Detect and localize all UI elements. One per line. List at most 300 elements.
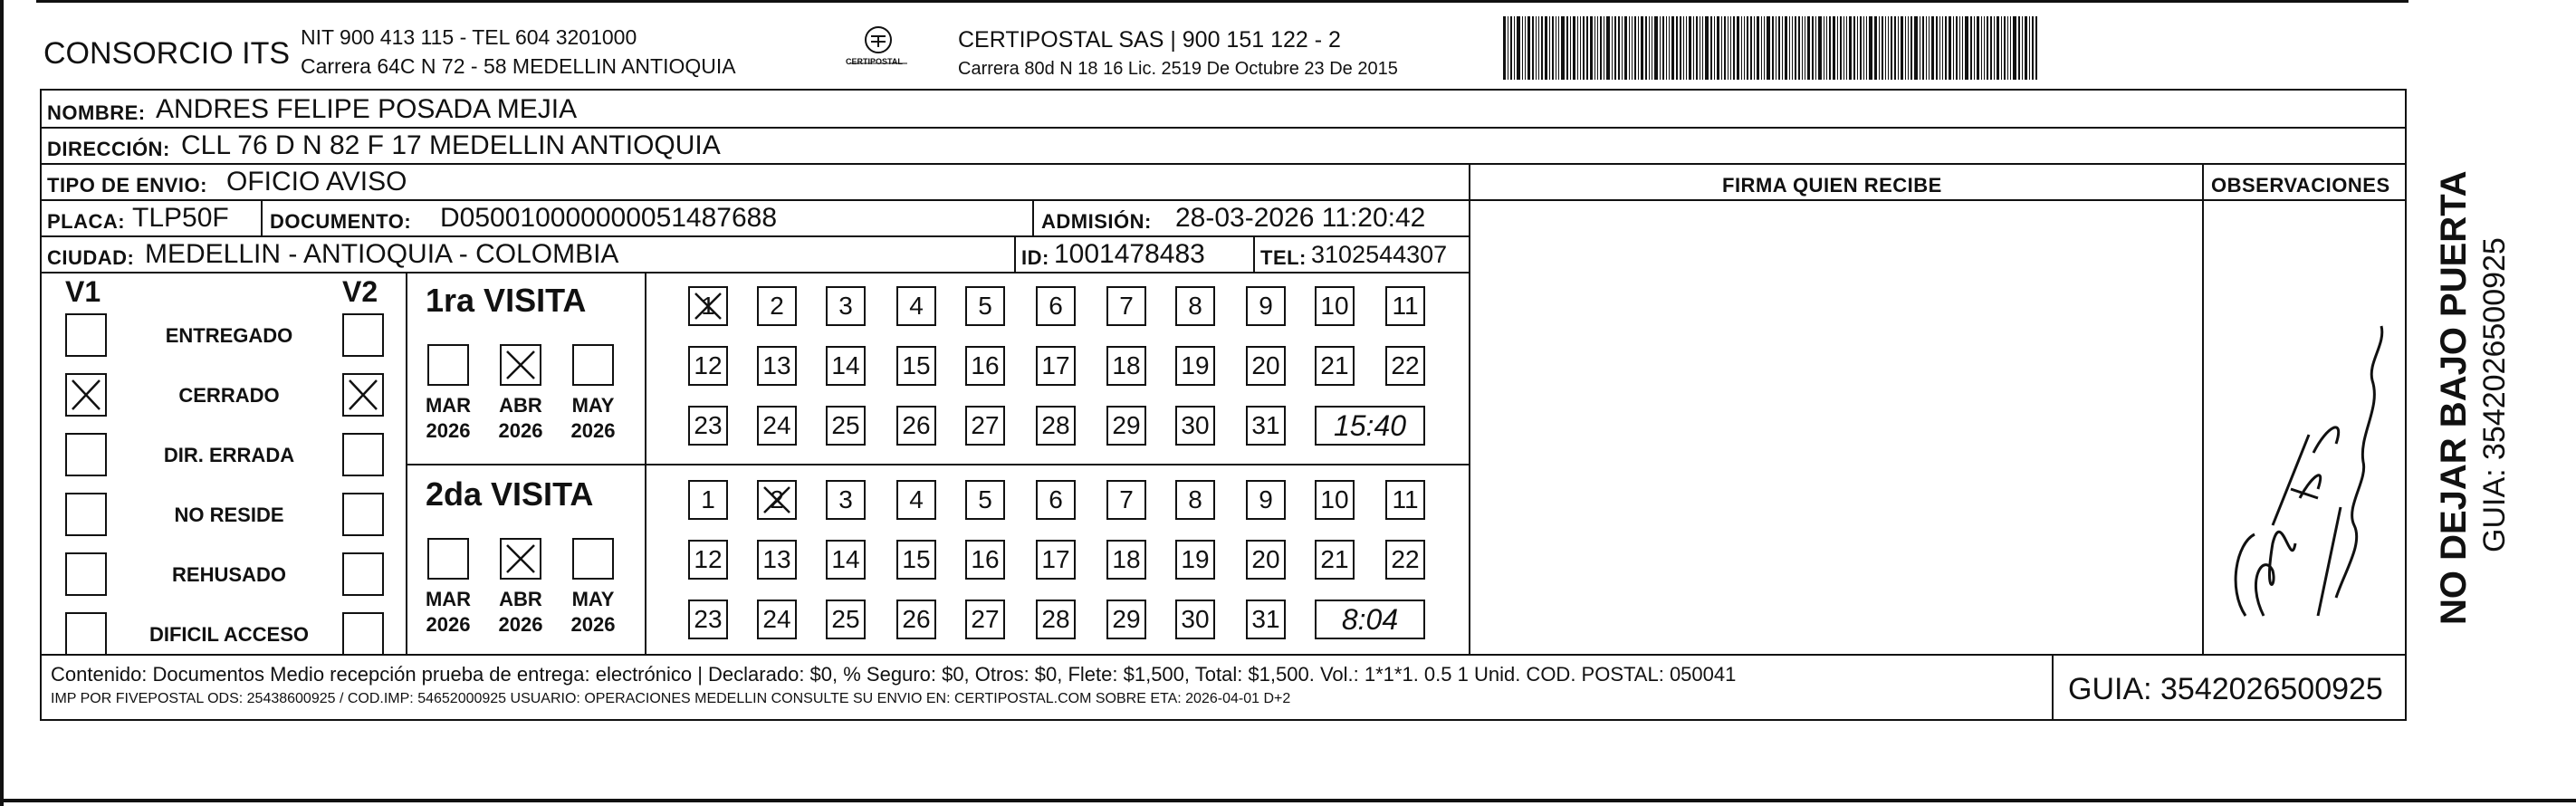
barcode-bar	[1737, 16, 1739, 80]
barcode-bar	[1600, 16, 1602, 80]
barcode-bar	[1671, 16, 1674, 80]
day-box[interactable]	[1246, 406, 1286, 446]
barcode-bar	[2013, 16, 2016, 80]
guide-box-left	[2052, 654, 2054, 721]
barcode-bar	[1660, 16, 1661, 80]
barcode-bar	[1997, 16, 1999, 80]
day-number: 25	[831, 605, 860, 633]
barcode-bar	[1594, 16, 1595, 80]
barcode-bar	[1683, 16, 1684, 80]
barcode-bar	[1990, 16, 1992, 80]
day-number: 15	[902, 351, 931, 379]
year-label: 2026	[426, 419, 471, 442]
barcode-bar	[1638, 16, 1639, 80]
carrier-line-2: Carrera 80d N 18 16 Lic. 2519 De Octubre 23 De 2015	[958, 59, 1398, 79]
day-number: 5	[978, 292, 992, 320]
day-box[interactable]	[1315, 480, 1355, 520]
day-box[interactable]	[1036, 406, 1076, 446]
barcode-bar	[1754, 16, 1755, 80]
barcode-bar	[1761, 16, 1762, 80]
barcode-bar	[1622, 16, 1623, 80]
city-value: MEDELLIN - ANTIOQUIA - COLOMBIA	[145, 239, 619, 269]
barcode-bar	[1714, 16, 1715, 80]
barcode-bar	[1843, 16, 1844, 80]
day-number: 24	[762, 605, 791, 633]
month-label: ABR	[499, 588, 542, 610]
day-box[interactable]	[1315, 540, 1355, 580]
day-box[interactable]	[688, 600, 728, 639]
day-number: 18	[1112, 351, 1141, 379]
barcode-bar	[1789, 16, 1790, 80]
day-number: 30	[1181, 605, 1210, 633]
day-box[interactable]	[1106, 286, 1146, 326]
day-number: 5	[978, 485, 992, 513]
visit-row-divider	[406, 464, 1470, 465]
barcode-bar	[1866, 16, 1867, 80]
plate-value: TLP50F	[132, 203, 229, 233]
day-number: 14	[831, 351, 860, 379]
year-label: 2026	[498, 613, 543, 636]
day-box[interactable]	[1315, 346, 1355, 386]
month-checkbox[interactable]	[572, 538, 614, 580]
barcode-bar	[1741, 16, 1742, 80]
day-number: 16	[971, 351, 1000, 379]
barcode-bar	[1552, 16, 1554, 80]
day-number: 6	[1049, 485, 1063, 513]
status-reason-label: ENTREGADO	[165, 324, 293, 347]
day-number: 12	[694, 545, 723, 573]
visit-title: 1ra VISITA	[426, 282, 587, 319]
day-number: 1	[701, 292, 715, 320]
barcode-bar	[1879, 16, 1880, 80]
day-number: 12	[694, 351, 723, 379]
barcode-bar	[1522, 16, 1523, 80]
day-box[interactable]	[1385, 346, 1425, 386]
barcode-bar	[1898, 16, 1899, 80]
observations-header: OBSERVACIONES	[2211, 174, 2390, 197]
certipostal-logo-text: CERTIPOSTAL	[846, 57, 903, 66]
day-number: 9	[1259, 292, 1273, 320]
day-box[interactable]	[965, 286, 1005, 326]
visit-time: 15:40	[1333, 408, 1407, 442]
month-label: MAY	[571, 588, 615, 610]
tel-label: TEL:	[1260, 246, 1307, 269]
side-guide-number: GUIA: 3542026500925	[2477, 237, 2512, 552]
barcode-bar	[1532, 16, 1534, 80]
barcode-bar	[1807, 16, 1810, 80]
barcode-bar	[1686, 16, 1687, 80]
barcode-bar	[1987, 16, 1988, 80]
day-box[interactable]	[1315, 286, 1355, 326]
barcode-bar	[1926, 16, 1927, 80]
barcode-bar	[1545, 16, 1547, 80]
day-number: 2	[770, 292, 784, 320]
barcode-bar	[1882, 16, 1883, 80]
v2-checkbox[interactable]	[342, 313, 384, 357]
barcode-bar	[1744, 16, 1745, 80]
barcode-bar	[1747, 16, 1748, 80]
day-box[interactable]	[965, 540, 1005, 580]
day-number: 18	[1112, 545, 1141, 573]
day-box[interactable]	[1036, 540, 1076, 580]
barcode-bar	[1558, 16, 1559, 80]
day-number: 23	[694, 605, 723, 633]
barcode-bar	[1566, 16, 1568, 80]
barcode-bar	[1888, 16, 1889, 80]
day-box[interactable]	[896, 286, 936, 326]
day-number: 16	[971, 545, 1000, 573]
barcode-bar	[2029, 16, 2030, 80]
barcode-bar	[1767, 16, 1770, 80]
barcode-bar	[1945, 16, 1947, 80]
footer-guide-number: GUIA: 3542026500925	[2068, 672, 2383, 706]
day-number: 13	[762, 545, 791, 573]
barcode-bar	[1802, 16, 1803, 80]
barcode-bar	[1634, 16, 1636, 80]
barcode-bar	[1538, 16, 1539, 80]
city-label: CIUDAD:	[47, 246, 135, 269]
barcode-bar	[1914, 16, 1918, 80]
barcode-bar	[1829, 16, 1831, 80]
document-label: DOCUMENTO:	[270, 210, 412, 233]
day-box[interactable]	[1036, 480, 1076, 520]
month-checkbox[interactable]	[500, 538, 541, 580]
day-box[interactable]	[826, 346, 866, 386]
barcode-bar	[1614, 16, 1616, 80]
day-box[interactable]	[1036, 346, 1076, 386]
barcode-bar	[1953, 16, 1954, 80]
day-box[interactable]	[1246, 286, 1286, 326]
day-box[interactable]	[757, 600, 797, 639]
barcode-bar	[1757, 16, 1759, 80]
v1-header: V1	[65, 275, 101, 308]
barcode-bar	[1981, 16, 1982, 80]
day-box[interactable]	[1106, 480, 1146, 520]
day-number: 6	[1049, 292, 1063, 320]
carrier-line-1: CERTIPOSTAL SAS | 900 151 122 - 2	[958, 27, 1341, 53]
id-value: 1001478483	[1054, 239, 1205, 269]
barcode-bar	[1974, 16, 1975, 80]
day-box[interactable]	[896, 406, 936, 446]
barcode-bar	[1649, 16, 1650, 80]
barcode-bar	[1905, 16, 1906, 80]
day-box[interactable]	[826, 600, 866, 639]
certipostal-logo	[842, 24, 915, 74]
day-number: 10	[1320, 485, 1349, 513]
visit-time-box[interactable]	[1315, 600, 1425, 639]
status-reason-label: NO RESIDE	[174, 504, 284, 526]
barcode-bar	[1702, 16, 1703, 80]
day-box[interactable]	[1036, 286, 1076, 326]
barcode-bar	[1949, 16, 1951, 80]
year-label: 2026	[570, 613, 616, 636]
day-box[interactable]	[1246, 480, 1286, 520]
bottom-border	[0, 799, 2576, 802]
month-checkbox[interactable]	[572, 344, 614, 386]
day-box[interactable]	[965, 346, 1005, 386]
barcode	[1503, 16, 2227, 80]
day-box[interactable]	[826, 540, 866, 580]
print-line: IMP POR FIVEPOSTAL ODS: 25438600925 / COD.IMP: 54652000925 USUARIO: OPERACIONES MEDELLIN CONSULTE SU ENVIO EN: CERTIPOSTAL.COM SOBRE ETA: 2026-04-01 D+2	[51, 691, 1291, 706]
barcode-bar	[1676, 16, 1678, 80]
v2-checkbox[interactable]	[342, 612, 384, 656]
barcode-bar	[1629, 16, 1630, 80]
barcode-bar	[1641, 16, 1643, 80]
day-number: 4	[909, 485, 924, 513]
barcode-bar	[1549, 16, 1550, 80]
divider	[1253, 235, 1255, 272]
day-box[interactable]	[1036, 600, 1076, 639]
day-number: 22	[1391, 545, 1420, 573]
month-checkbox[interactable]	[427, 344, 469, 386]
barcode-bar	[1710, 16, 1712, 80]
company-line-2: Carrera 64C N 72 - 58 MEDELLIN ANTIOQUIA	[301, 54, 736, 78]
day-box[interactable]	[965, 480, 1005, 520]
v2-checkbox[interactable]	[342, 493, 384, 536]
tel-value: 3102544307	[1311, 241, 1448, 268]
divider	[261, 199, 263, 235]
observations-column-left-rule	[2202, 163, 2204, 656]
day-number: 1	[701, 485, 715, 513]
admission-label: ADMISIÓN:	[1041, 210, 1152, 233]
barcode-bar	[2022, 16, 2023, 80]
day-number: 8	[1188, 485, 1202, 513]
visit-time-box[interactable]	[1315, 406, 1425, 446]
barcode-bar	[2010, 16, 2011, 80]
day-number: 25	[831, 411, 860, 439]
barcode-bar	[1936, 16, 1938, 80]
day-box[interactable]	[826, 406, 866, 446]
contents-line: Contenido: Documentos Medio recepción prueba de entrega: electrónico | Declarado: $0, % Seguro: $0, Otros: $0, Flete: $1,500, Total: $1,500. Vol.: 1*1*1. 0.5 1 Unid. COD. POSTAL: 050041	[51, 663, 1737, 686]
rule	[40, 163, 2407, 165]
day-box[interactable]	[826, 286, 866, 326]
name-value: ANDRES FELIPE POSADA MEJIA	[156, 94, 578, 124]
barcode-bar	[1929, 16, 1930, 80]
barcode-bar	[1669, 16, 1670, 80]
address-value: CLL 76 D N 82 F 17 MEDELLIN ANTIOQUIA	[181, 130, 721, 160]
barcode-bar	[1908, 16, 1909, 80]
day-number: 11	[1392, 292, 1419, 320]
day-box[interactable]	[965, 406, 1005, 446]
barcode-bar	[1782, 16, 1783, 80]
handwritten-observation	[2209, 272, 2399, 634]
barcode-bar	[1815, 16, 1816, 80]
barcode-bar	[1624, 16, 1627, 80]
barcode-bar	[1590, 16, 1593, 80]
day-box[interactable]	[1175, 286, 1215, 326]
day-box[interactable]	[896, 600, 936, 639]
year-label: 2026	[498, 419, 543, 442]
day-box[interactable]	[757, 540, 797, 580]
barcode-bar	[1795, 16, 1796, 80]
barcode-bar	[1778, 16, 1780, 80]
barcode-bar	[1894, 16, 1896, 80]
month-label: MAR	[425, 588, 472, 610]
ship-type-value: OFICIO AVISO	[226, 167, 407, 197]
day-box[interactable]	[896, 540, 936, 580]
barcode-bar	[1525, 16, 1526, 80]
year-label: 2026	[426, 613, 471, 636]
day-box[interactable]	[757, 480, 797, 520]
barcode-bar	[1860, 16, 1862, 80]
barcode-bar	[1717, 16, 1719, 80]
day-box[interactable]	[1106, 540, 1146, 580]
day-number: 3	[838, 485, 853, 513]
barcode-bar	[1984, 16, 1985, 80]
day-box[interactable]	[896, 346, 936, 386]
day-number: 9	[1259, 485, 1273, 513]
day-box[interactable]	[1385, 480, 1425, 520]
day-box[interactable]	[965, 600, 1005, 639]
barcode-bar	[1730, 16, 1731, 80]
day-box[interactable]	[688, 480, 728, 520]
day-box[interactable]	[688, 406, 728, 446]
divider	[1014, 235, 1016, 272]
rule	[40, 272, 1470, 273]
day-box[interactable]	[1246, 540, 1286, 580]
barcode-bar	[2025, 16, 2027, 80]
barcode-bar	[1826, 16, 1827, 80]
id-label: ID:	[1021, 246, 1049, 269]
barcode-bar	[1910, 16, 1912, 80]
barcode-bar	[1970, 16, 1972, 80]
barcode-bar	[1645, 16, 1647, 80]
day-box[interactable]	[757, 406, 797, 446]
barcode-bar	[1632, 16, 1633, 80]
barcode-bar	[1840, 16, 1842, 80]
day-number: 17	[1041, 351, 1070, 379]
day-box[interactable]	[1175, 406, 1215, 446]
right-header-rule	[1469, 199, 2407, 201]
day-box[interactable]	[688, 540, 728, 580]
rule	[40, 235, 1470, 237]
day-box[interactable]	[1106, 406, 1146, 446]
barcode-bar	[1931, 16, 1934, 80]
barcode-bar	[1833, 16, 1835, 80]
barcode-bar	[2032, 16, 2034, 80]
day-number: 7	[1119, 485, 1134, 513]
barcode-bar	[2001, 16, 2002, 80]
day-box[interactable]	[1175, 540, 1215, 580]
barcode-bar	[1517, 16, 1520, 80]
day-number: 19	[1181, 351, 1210, 379]
barcode-bar	[1922, 16, 1924, 80]
day-number: 14	[831, 545, 860, 573]
barcode-bar	[1965, 16, 1968, 80]
barcode-bar	[2004, 16, 2006, 80]
day-number: 24	[762, 411, 791, 439]
day-number: 31	[1251, 411, 1280, 439]
barcode-bar	[1586, 16, 1588, 80]
day-box[interactable]	[1106, 600, 1146, 639]
day-number: 13	[762, 351, 791, 379]
v2-checkbox[interactable]	[342, 373, 384, 417]
barcode-bar	[1857, 16, 1858, 80]
barcode-bar	[2018, 16, 2020, 80]
status-reason-label: DIR. ERRADA	[163, 444, 295, 466]
day-number: 22	[1391, 351, 1420, 379]
left-border	[0, 0, 4, 806]
barcode-bar	[1812, 16, 1814, 80]
barcode-bar	[1705, 16, 1709, 80]
day-number: 4	[909, 292, 924, 320]
document-value: D050010000000051487688	[440, 203, 778, 233]
barcode-bar	[1792, 16, 1793, 80]
barcode-bar	[1573, 16, 1575, 80]
rule	[40, 199, 1470, 201]
day-box[interactable]	[1385, 286, 1425, 326]
day-number: 28	[1041, 411, 1070, 439]
day-box[interactable]	[688, 286, 728, 326]
barcode-bar	[1541, 16, 1543, 80]
month-label: MAY	[571, 394, 615, 417]
barcode-bar	[1977, 16, 1979, 80]
day-number: 20	[1251, 351, 1280, 379]
barcode-bar	[1561, 16, 1565, 80]
barcode-bar	[1939, 16, 1940, 80]
day-number: 30	[1181, 411, 1210, 439]
day-number: 8	[1188, 292, 1202, 320]
name-label: NOMBRE:	[47, 101, 146, 124]
day-number: 28	[1041, 605, 1070, 633]
day-number: 26	[902, 411, 931, 439]
day-number: 17	[1041, 545, 1070, 573]
month-checkbox[interactable]	[500, 344, 541, 386]
barcode-bar	[1514, 16, 1515, 80]
day-box[interactable]	[1175, 480, 1215, 520]
day-box[interactable]	[1175, 600, 1215, 639]
day-number: 26	[902, 605, 931, 633]
barcode-bar	[1942, 16, 1943, 80]
barcode-bar	[1891, 16, 1892, 80]
day-box[interactable]	[1385, 540, 1425, 580]
day-box[interactable]	[757, 286, 797, 326]
day-box[interactable]	[1246, 346, 1286, 386]
barcode-bar	[1577, 16, 1578, 80]
visit-title: 2da VISITA	[426, 475, 594, 513]
barcode-bar	[1863, 16, 1864, 80]
barcode-bar	[1527, 16, 1530, 80]
day-box[interactable]	[1106, 346, 1146, 386]
barcode-bar	[1733, 16, 1735, 80]
day-number: 21	[1320, 545, 1349, 573]
status-reason-label: REHUSADO	[172, 563, 286, 586]
month-checkbox[interactable]	[427, 538, 469, 580]
status-reason-label: CERRADO	[178, 384, 280, 407]
visit-time: 8:04	[1341, 602, 1399, 636]
barcode-bar	[1570, 16, 1571, 80]
day-number: 11	[1392, 485, 1419, 513]
barcode-bar	[1764, 16, 1765, 80]
barcode-bar	[1606, 16, 1610, 80]
day-box[interactable]	[757, 346, 797, 386]
day-box[interactable]	[1175, 346, 1215, 386]
day-box[interactable]	[1246, 600, 1286, 639]
barcode-bar	[1597, 16, 1598, 80]
barcode-bar	[1618, 16, 1620, 80]
barcode-bar	[1837, 16, 1838, 80]
day-number: 29	[1112, 605, 1141, 633]
barcode-bar	[1580, 16, 1581, 80]
day-box[interactable]	[826, 480, 866, 520]
v2-checkbox[interactable]	[342, 552, 384, 596]
barcode-bar	[1728, 16, 1729, 80]
barcode-bar	[1666, 16, 1667, 80]
day-box[interactable]	[896, 480, 936, 520]
barcode-bar	[1962, 16, 1963, 80]
v2-checkbox[interactable]	[342, 433, 384, 476]
day-box[interactable]	[688, 346, 728, 386]
